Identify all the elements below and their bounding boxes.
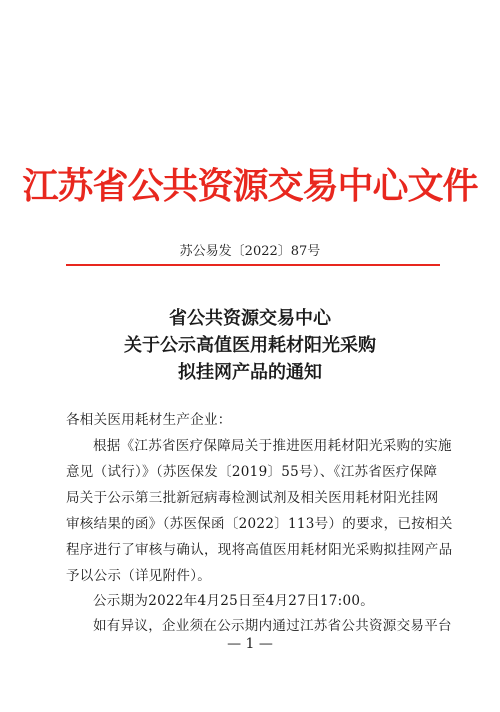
body-paragraph-3: 如有异议，企业须在公示期内通过江苏省公共资源交易平台: [93, 618, 452, 634]
notice-title-line-1: 省公共资源交易中心: [169, 308, 331, 329]
body-paragraph-1-line-2: 意见（试行）》（苏医保发〔2019〕55号）、《江苏省医疗保障: [66, 464, 438, 480]
body-paragraph-1-line-1: 根据《江苏省医疗保障局关于推进医用耗材阳光采购的实施: [93, 438, 452, 454]
notice-title-line-2: 关于公示高值医用耗材阳光采购: [124, 335, 376, 356]
page-number: — 1 —: [227, 636, 273, 652]
body-paragraph-1-line-6: 予以公示（详见附件）。: [66, 568, 212, 584]
document-header-title: 江苏省公共资源交易中心文件: [22, 166, 478, 207]
salutation: 各相关医用耗材生产企业：: [66, 412, 232, 428]
document-number: 苏公易发〔2022〕87号: [179, 244, 321, 259]
body-paragraph-1-line-5: 程序进行了审核与确认，现将高值医用耗材阳光采购拟挂网产品: [66, 542, 453, 558]
notice-title-line-3: 拟挂网产品的通知: [178, 362, 322, 383]
body-paragraph-2: 公示期为2022年4月25日至4月27日17:00。: [93, 593, 375, 609]
body-paragraph-1-line-3: 局关于公示第三批新冠病毒检测试剂及相关医用耗材阳光挂网: [66, 490, 439, 506]
body-paragraph-1-line-4: 审核结果的函》（苏医保函〔2022〕113号）的要求，已按相关: [66, 516, 453, 532]
red-separator-line: [66, 264, 440, 266]
